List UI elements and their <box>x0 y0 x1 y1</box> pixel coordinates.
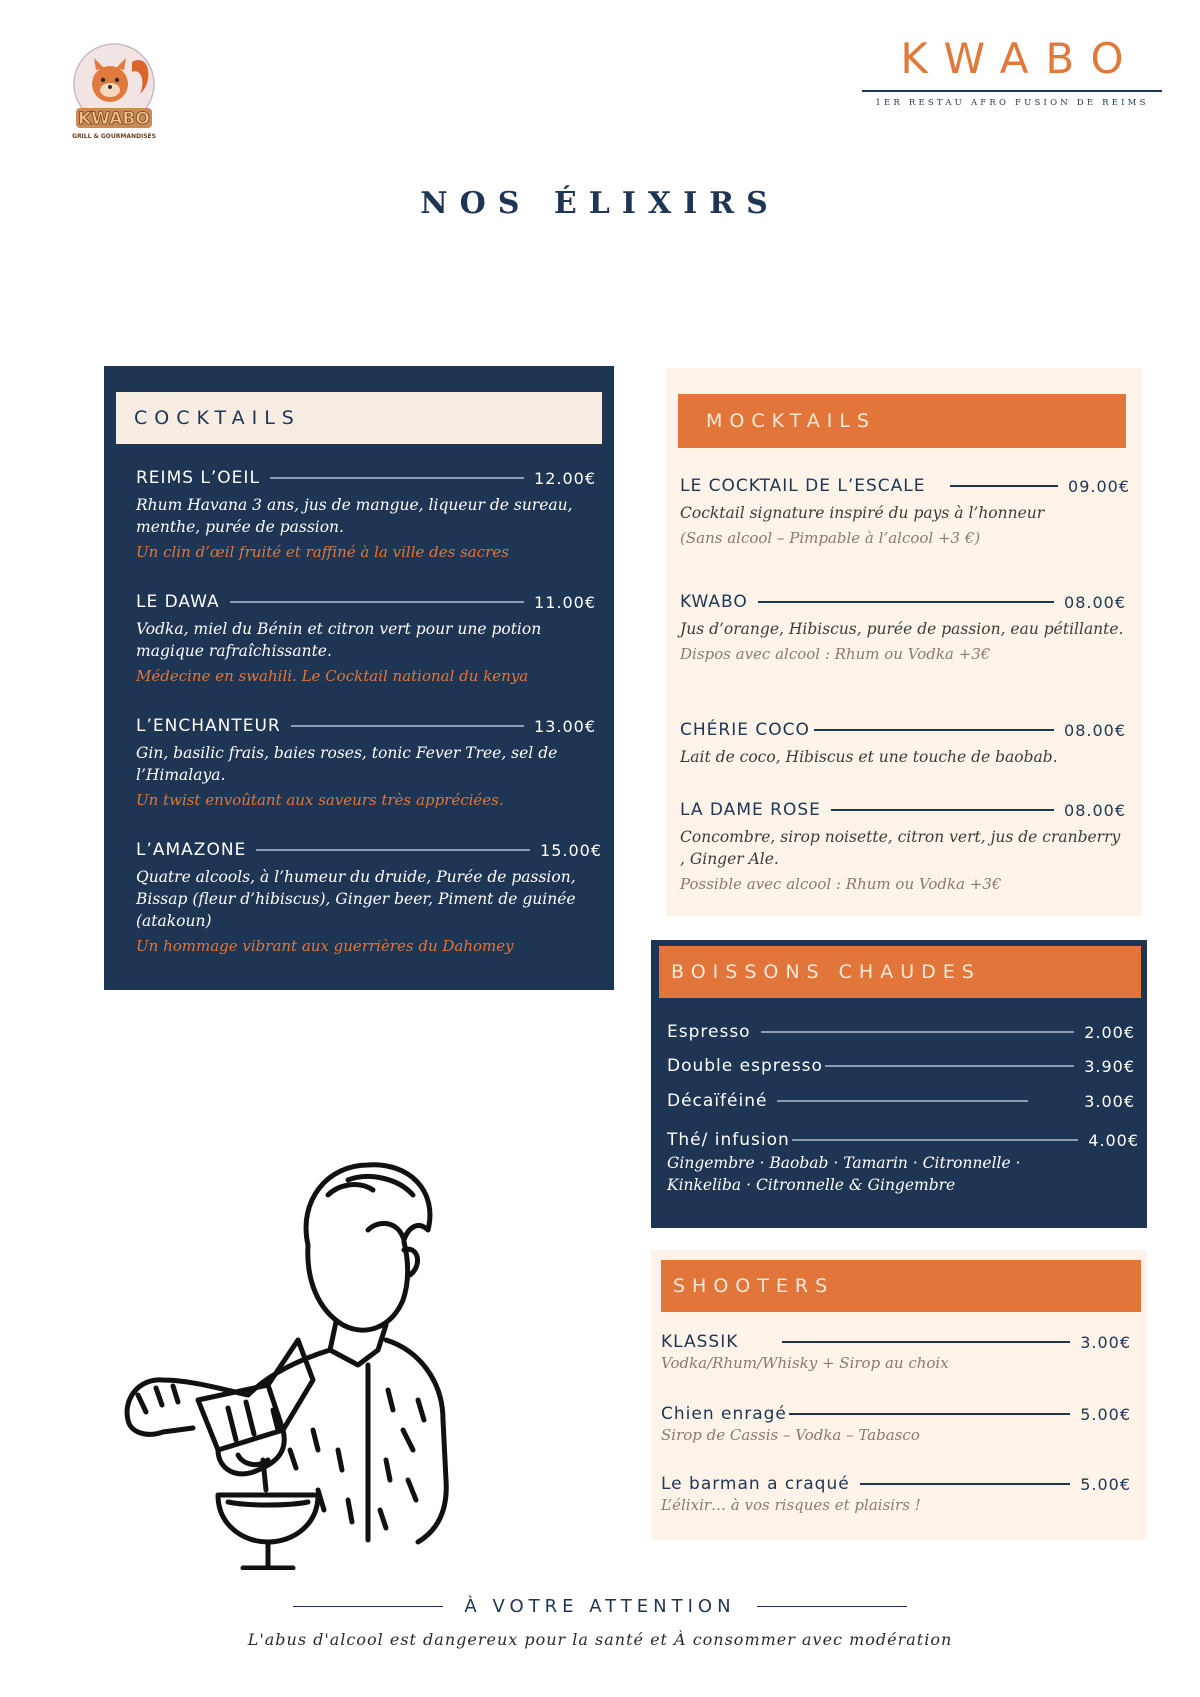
item-name: Décaïféiné <box>667 1091 768 1111</box>
item-price: 12.00€ <box>534 468 596 488</box>
menu-item <box>680 800 1126 895</box>
item-description: Gingembre · Baobab · Tamarin · Citronnelle · Kinkeliba · Citronnelle & Gingembre <box>667 1154 1021 1194</box>
item-price: 2.00€ <box>1084 1022 1135 1042</box>
item-description: Rhum Havana 3 ans, jus de mangue, liqueur de sureau, menthe, purée de passion. <box>136 496 573 536</box>
item-name: Le barman a craqué <box>661 1474 850 1494</box>
leader-line <box>758 601 1054 602</box>
item-name: L’ENCHANTEUR <box>136 716 281 736</box>
item-price: 5.00€ <box>1080 1404 1131 1424</box>
footer-disclaimer: L'abus d'alcool est dangereux pour la santé et À consommer avec modération <box>247 1630 953 1649</box>
item-name: KLASSIK <box>661 1332 739 1352</box>
mocktails-title: MOCKTAILS <box>706 410 876 432</box>
footer-rule-left <box>293 1606 443 1607</box>
menu-item <box>661 1474 1131 1516</box>
item-description: Vodka/Rhum/Whisky + Sirop au choix <box>661 1354 949 1372</box>
item-price: 5.00€ <box>1080 1474 1131 1494</box>
leader-line <box>950 485 1059 486</box>
logo-wordmark: KWABO <box>78 109 150 129</box>
menu-item <box>136 592 596 687</box>
item-description: Vodka, miel du Bénin et citron vert pour une potion magique rafraîchissante. <box>136 620 542 660</box>
shooters-panel <box>651 1250 1147 1540</box>
item-name: LE DAWA <box>136 592 220 612</box>
item-description: Cocktail signature inspiré du pays à l’honneur <box>680 504 1045 522</box>
menu-item <box>661 1332 1131 1374</box>
leader-line <box>792 1139 1078 1140</box>
menu-item <box>667 1091 1135 1111</box>
brand-block <box>862 34 1162 108</box>
item-name: Double espresso <box>667 1056 823 1076</box>
item-description: Concombre, sirop noisette, citron vert, jus de cranberry , Ginger Ale. <box>680 828 1121 868</box>
leader-line <box>256 849 530 850</box>
mocktails-header <box>678 394 1126 448</box>
shooters-header <box>661 1260 1141 1312</box>
item-tagline: Un hommage vibrant aux guerrières du Dahomey <box>136 937 514 955</box>
item-name: CHÉRIE COCO <box>680 720 810 740</box>
mocktails-panel <box>666 368 1142 916</box>
item-price: 3.90€ <box>1084 1056 1135 1076</box>
menu-item <box>136 840 602 957</box>
cocktails-header <box>116 392 602 444</box>
leader-line <box>777 1100 1028 1101</box>
leader-line <box>230 601 524 602</box>
item-name: LE COCKTAIL DE L’ESCALE <box>680 476 926 496</box>
item-price: 15.00€ <box>540 840 602 860</box>
leader-line <box>291 725 524 726</box>
menu-item <box>667 1056 1135 1076</box>
item-description: Gin, basilic frais, baies roses, tonic Fever Tree, sel de l’Himalaya. <box>136 744 558 784</box>
item-name: REIMS L’OEIL <box>136 468 260 488</box>
menu-item <box>667 1022 1135 1042</box>
leader-line <box>831 809 1054 810</box>
leader-line <box>860 1483 1070 1484</box>
cocktails-panel <box>104 366 614 990</box>
logo-subtext: GRILL & GOURMANDISES <box>72 133 156 140</box>
footer-title-block <box>0 1596 1200 1617</box>
leader-line <box>789 1413 1070 1414</box>
bartender-illustration <box>68 1150 468 1570</box>
page-title: NOS ÉLIXIRS <box>420 186 780 221</box>
footer-title: À VOTRE ATTENTION <box>464 1596 736 1617</box>
menu-item <box>136 468 596 563</box>
item-description: Jus d’orange, Hibiscus, purée de passion, eau pétillante. <box>680 620 1124 638</box>
item-price: 11.00€ <box>534 592 596 612</box>
item-tagline: Médecine en swahili. Le Cocktail national du kenya <box>136 667 529 685</box>
leader-line <box>782 1341 1070 1342</box>
item-price: 3.00€ <box>1084 1091 1135 1111</box>
item-name: LA DAME ROSE <box>680 800 821 820</box>
menu-item <box>136 716 596 811</box>
menu-item <box>680 476 1130 549</box>
leader-line <box>825 1065 1074 1066</box>
footer-rule-right <box>757 1606 907 1607</box>
cocktails-title: COCKTAILS <box>134 407 301 429</box>
brand-name: KWABO <box>900 34 1141 83</box>
item-name: Espresso <box>667 1022 751 1042</box>
item-name: L’AMAZONE <box>136 840 247 860</box>
brand-divider <box>862 90 1162 92</box>
leader-line <box>270 477 524 478</box>
item-price: 08.00€ <box>1064 720 1126 740</box>
leader-line <box>761 1031 1075 1032</box>
menu-item <box>667 1130 1139 1196</box>
item-price: 08.00€ <box>1064 592 1126 612</box>
item-tagline: Dispos avec alcool : Rhum ou Vodka +3€ <box>680 645 991 663</box>
item-tagline: Possible avec alcool : Rhum ou Vodka +3€ <box>680 875 1002 893</box>
item-name: Thé/ infusion <box>667 1130 790 1150</box>
item-name: KWABO <box>680 592 748 612</box>
brand-tagline: 1ER RESTAU AFRO FUSION DE REIMS <box>875 97 1149 108</box>
menu-item <box>661 1404 1131 1446</box>
item-tagline: Un twist envoûtant aux saveurs très appréciées. <box>136 791 504 809</box>
item-description: Quatre alcools, à l’humeur du druide, Purée de passion, Bissap (fleur d’hibiscus), Ginger beer, Piment de guinée (atakoun) <box>136 868 576 930</box>
item-price: 08.00€ <box>1064 800 1126 820</box>
item-tagline: Un clin d’œil fruité et raffiné à la ville des sacres <box>136 543 509 561</box>
item-description: Sirop de Cassis – Vodka – Tabasco <box>661 1426 920 1444</box>
menu-item <box>680 720 1126 768</box>
item-price: 4.00€ <box>1088 1130 1139 1150</box>
restaurant-logo <box>70 42 158 146</box>
item-description: L’élixir… à vos risques et plaisirs ! <box>661 1496 921 1514</box>
shooters-title: SHOOTERS <box>673 1275 835 1297</box>
item-tagline: (Sans alcool – Pimpable à l’alcool +3 €) <box>680 529 981 547</box>
hot-drinks-header <box>659 946 1141 998</box>
menu-item <box>680 592 1126 665</box>
hot-drinks-title: BOISSONS CHAUDES <box>671 961 981 983</box>
item-description: Lait de coco, Hibiscus et une touche de baobab. <box>680 748 1058 766</box>
item-price: 09.00€ <box>1068 476 1130 496</box>
leader-line <box>814 729 1054 730</box>
hot-drinks-panel <box>651 940 1147 1228</box>
item-price: 3.00€ <box>1080 1332 1131 1352</box>
item-name: Chien enragé <box>661 1404 787 1424</box>
item-price: 13.00€ <box>534 716 596 736</box>
